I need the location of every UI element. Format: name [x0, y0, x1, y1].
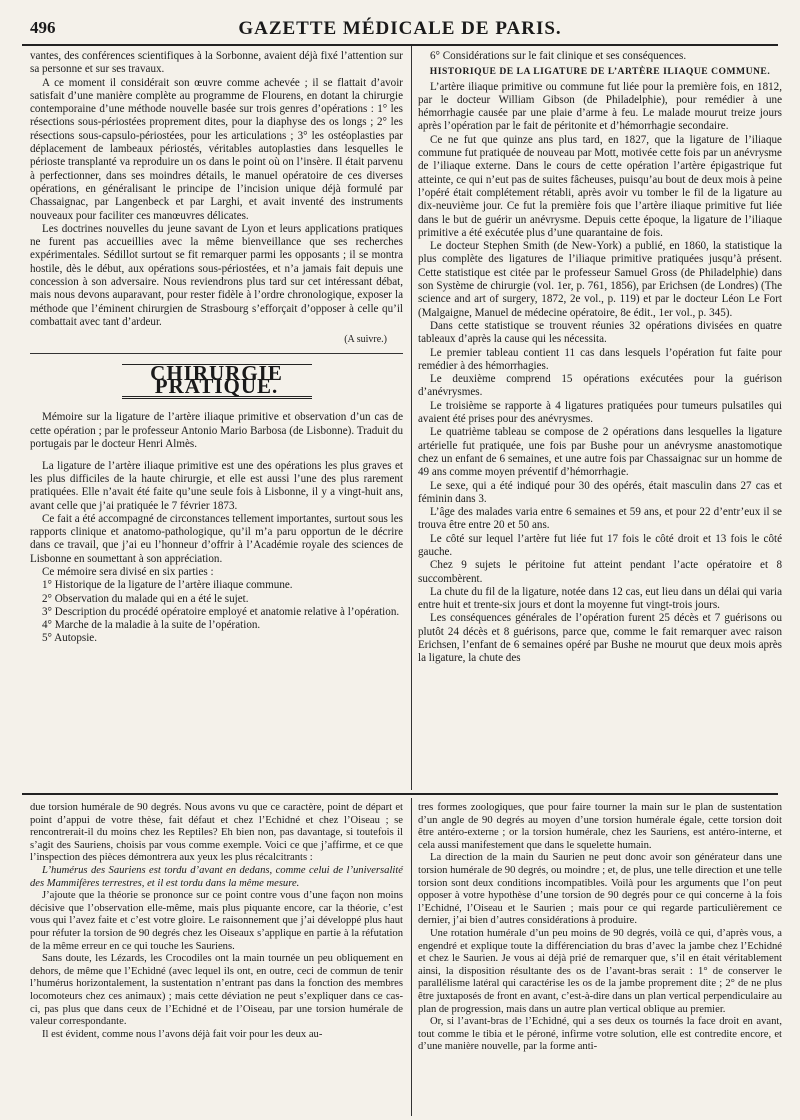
paragraph: Or, si l’avant-bras de l’Echidné, qui a ses deux os tournés la face droit en avant, tout comme le tibia et le péroné, infirme votre solution, elle est contredite encore, et d’une manière nouvelle, par la forme anti-: [418, 1016, 782, 1053]
paragraph: A ce moment il considérait son œuvre comme achevée ; il se flattait d’avoir satisfait d’une manière complète au programme de Flourens, en dotant la chirurgie contemporaine d’une méthode nouvelle basée sur trois genres d’opérations : 1° les résections sous-périostées proprement dites, pour la diaphyse des os longs ; 2° les résections sous-capsulo-périostées, pour les articulations ; 3° les ostéoplasties par déplacement de lambeaux périostés, véritables autoplasties dans lesquelles le périoste transplanté va reproduire un os dans le point où on l’insère. Il était parvenu à perfectionner, dans ses moindres détails, le manuel opératoire de ces diverses opérations, en généralisant le principe de l’incision unique déjà formulé par Chassaignac, par Langenbeck et par Larghi, et avait inventé des instruments nouveaux pour faciliter ces manœuvres délicates.: [30, 76, 403, 222]
paragraph: Le côté sur lequel l’artère fut liée fut 17 fois le côté droit et 13 fois le côté gauche.: [418, 532, 782, 558]
paragraph: Une rotation humérale d’un peu moins de 90 degrés, voilà ce qui, d’après vous, a engendré et explique toute la différenciation du bras d’avec la jambe chez l’Echidné et chez le Saurien. Je vous ai déjà prié de remarquer que, s’il en était véritablement ainsi, la disposition résultante des os de l’avant-bras serait : 1° de conserver le parallélisme latéral qui caractérise les os de la jambe proprement dite ; 2° de ne plus être juxtaposés de front en avant, c’est-à-dire dans un plan vertical perpendiculaire au plan de progression, mais dans un autre plan vertical oblique au premier.: [418, 927, 782, 1015]
paragraph: Le quatrième tableau se compose de 2 opérations dans lesquelles la ligature artérielle fut pratiquée, une fois par Bushe pour un anévrysme anastomotique chez un enfant de 6 semaines, et une autre fois par Chassaignac sur un homme de 49 ans comme moyen préventif d’hémorrhagie.: [418, 426, 782, 479]
paragraph: due torsion humérale de 90 degrés. Nous avons vu que ce caractère, point de départ et point d’appui de votre thèse, fait défaut et chez l’Echidné et chez l’Oiseau ; se rencontrerait-il du moins chez les Reptiles? Eh bien non, pas davantage, si toutefois il s’agit des Sauriens, choisis par vous comme exemple. Voici ce que j’affirme, et ce que l’inspection des pièces démontrera aux yeux les plus récalcitrants :: [30, 802, 403, 864]
paragraph: Ce fait a été accompagné de circonstances tellement importantes, surtout sous les rapports clinique et anatomo-pathologique, qu’il m’a paru opportun de le décrire dans ce travail, que j’ai eu l’honneur d’offrir à l’Académie royale des sciences de Lisbonne en soumettant à son appréciation.: [30, 512, 403, 565]
outline-item: 4° Marche de la maladie à la suite de l’opération.: [42, 619, 261, 632]
outline-item: 2° Observation du malade qui en a été le sujet.: [42, 592, 249, 605]
to-be-continued: (A suivre.): [344, 334, 387, 346]
paragraph: Dans cette statistique se trouvent réunies 32 opérations divisées en quatre tableaux d’après la cause qui les nécessita.: [418, 319, 782, 346]
top-right-column: [418, 50, 782, 666]
paragraph: Il est évident, comme nous l’avons déjà fait voir pour les deux au-: [42, 1028, 323, 1040]
column-divider-bottom: [411, 798, 412, 1116]
journal-title: GAZETTE MÉDICALE DE PARIS.: [238, 18, 562, 39]
paragraph: Le docteur Stephen Smith (de New-York) a publié, en 1860, la statistique la plus complète des ligatures de l’iliaque primitive pratiquées jusqu’à présent. Cette statistique est citée par le professeur Samuel Gross (de Philadelphie) dans son Système de chirurgie (vol. 1er, p. 761, 1856), par Erichsen (de Londres) (The science and art of surgery, 1872, 2e vol., p. 119) et par le docteur Léon Le Fort (Malgaigne, Manuel de médecine opératoire, 8e édit., 1er vol., p. 345).: [418, 240, 782, 319]
paragraph: Les conséquences générales de l’opération furent 25 décès et 7 guérisons ou plutôt 24 décès et 8 guérisons, parce que, comme le fait remarquer avec raison Erichsen, l’enfant de 6 semaines opéré par Bushe ne mourut que deux mois après la ligature, la chute des: [418, 612, 782, 665]
paragraph: Ce ne fut que quinze ans plus tard, en 1827, que la ligature de l’iliaque commune fut pratiquée de nouveau par Mott, motivée cette fois par un anévrysme de l’iliaque externe. Dans le cours de cette opération l’artère épigastrique fut atteinte, ce qui n’eut pas de suites fâcheuses, puisqu’au bout de deux mois à peine l’opéré était complétement rétabli, après avoir vu tomber le fil de la ligature au dix-neuvième jour. Ce fut la première fois que l’artère iliaque primitive fut liée dans le but de guérir un anévrysme. Depuis cette époque, la ligature de l’iliaque primitive a été exécutée plus d’une quarantaine de fois.: [418, 133, 782, 239]
bottom-left-column: [30, 802, 403, 1041]
page-header: [22, 8, 778, 46]
outline-item: 3° Description du procédé opératoire employé et anatomie relative à l’opération.: [42, 605, 400, 618]
paragraph: J’ajoute que la théorie se prononce sur ce point contre vous d’une façon non moins décisive que l’observation elle-même, mais plus piquante encore, car la théorie, c’est vous qui l’avez faite et c’est votre gloire. Le raisonnement que j’ai développé plus haut pour réfuter la torsion de 90 degrés chez les Oiseaux s’applique en partie à la réfutation de la même erreur en ce qui touche les Sauriens.: [30, 890, 403, 952]
section-heading: HISTORIQUE DE LA LIGATURE DE L’ARTÈRE ILIAQUE COMMUNE.: [429, 66, 771, 78]
paragraph: L’artère iliaque primitive ou commune fut liée pour la première fois, en 1812, par le docteur William Gibson (de Philadelphie), pour remédier à une hémorrhagie causée par une plaie d’arme à feu. Le malade mourut treize jours après l’opération par le fait de péritonite et d’hémorrhagie secondaire.: [418, 80, 782, 133]
paragraph: L’humérus des Sauriens est tordu d’avant en dedans, comme celui de l’universalité des Mammifères terrestres, et il est tordu dans la même mesure.: [30, 864, 403, 889]
section-title: CHIRURGIE PRATIQUE.: [122, 364, 312, 400]
paragraph: Le premier tableau contient 11 cas dans lesquels l’opération fut faite pour remédier à des hémorrhagies.: [418, 346, 782, 372]
paragraph: vantes, des conférences scientifiques à la Sorbonne, avaient déjà fixé l’attention sur sa personne et sur ses travaux.: [30, 50, 403, 76]
paragraph: La ligature de l’artère iliaque primitive est une des opérations les plus graves et les plus difficiles de la haute chirurgie, et elle est aussi l’une des plus rarement pratiquées. Elle n’avait été faite qu’une seule fois à Lisbonne, il y a vingt-huit ans, avant celle que j’ai pratiquée le 7 février 1873.: [30, 459, 403, 512]
paragraph: Le sexe, qui a été indiqué pour 30 des opérés, était masculin dans 27 cas et féminin dans 3.: [418, 479, 782, 505]
page-number: 496: [30, 18, 56, 37]
paragraph: Les doctrines nouvelles du jeune savant de Lyon et leurs applications pratiques ne furent pas accueillies avec la même bienveillance que ses recherches expérimentales. Sédillot surtout se fit remarquer parmi les opposants ; il se montra hostile, dès le début, aux opérations sous-périostées, et n’a jamais fait depuis une concession à son adversaire. Nous reviendrons plus tard sur cet intéressant débat, mais nous devons auparavant, pour rester fidèle à l’ordre chronologique, exposer la méthode que l’éminent chirurgien de Strasbourg s’efforçait d’opposer à celle qu’il combattait avec tant d’ardeur.: [30, 222, 403, 328]
bottom-right-column: [418, 802, 782, 1054]
section-divider: [22, 793, 778, 795]
paragraph: Le troisième se rapporte à 4 ligatures pratiquées pour tumeurs pulsatiles qui avaient été prises pour des anévrysmes.: [418, 399, 782, 426]
memoir-intro: Mémoire sur la ligature de l’artère iliaque primitive et observation d’un cas de cette opération ; par le professeur Antonio Mario Barbosa (de Lisbonne). Traduit du portugais par le docteur Henri Almès.: [30, 411, 403, 451]
paragraph: La chute du fil de la ligature, notée dans 12 cas, eut lieu dans un délai qui varia entre huit et trente-six jours et dont la moyenne fut vingt-trois jours.: [418, 585, 782, 612]
top-left-column: [30, 50, 403, 646]
column-divider-top: [411, 46, 412, 790]
paragraph: La direction de la main du Saurien ne peut donc avoir son générateur dans une torsion humérale de 90 degrés, ou moindre ; et, de plus, une telle direction et une telle torsion sont deux conditions incompatibles. Voilà pour les arguments que l’on peut opposer à votre hypothèse d’une torsion de 90 degrés pour ce qui concerne à la fois l’Echidné, l’Oiseau et le Saurien ; mais pour ce qui regarde particulièrement ce dernier, j’ai bien d’autres considérations à produire.: [418, 852, 782, 927]
outline-item: 1° Historique de la ligature de l’artère iliaque commune.: [42, 579, 293, 592]
paragraph: Le deuxième comprend 15 opérations exécutées pour la guérison d’anévrysmes.: [418, 373, 782, 399]
divider: [30, 353, 403, 354]
paragraph: Ce mémoire sera divisé en six parties :: [42, 566, 214, 578]
paragraph: Sans doute, les Lézards, les Crocodiles ont la main tournée un peu obliquement en dehors, de même que l’Echidné (avec lequel ils ont, en outre, ceci de commun de tenir l’humérus horizontalement, la sustentation n’entrant pas dans la fonction des membres locomoteurs chez ces animaux) ; mais cette déviation ne peut s’expliquer dans ce cas-ci, pas plus que dans ceux de l’Echidné et de l’Oiseau, par une torsion humérale de valeur correspondante.: [30, 953, 403, 1028]
outline-item: 5° Autopsie.: [42, 632, 97, 645]
paragraph: tres formes zoologiques, que pour faire tourner la main sur le plan de sustentation d’un angle de 90 degrés au moyen d’une torsion humérale égale, cette torsion doit être antéro-externe ; or la torsion humérale, chez les Sauriens, est antéro-interne, et cela aussi manifestement que dans le squelette humain.: [418, 802, 782, 851]
outline-item: 6° Considérations sur le fait clinique et ses conséquences.: [430, 50, 687, 62]
paragraph: L’âge des malades varia entre 6 semaines et 59 ans, et pour 22 d’entr’eux il se trouva être entre 20 et 50 ans.: [418, 506, 782, 532]
paragraph: Chez 9 sujets le péritoine fut atteint pendant l’acte opératoire et 8 succombèrent.: [418, 559, 782, 585]
spacer: [30, 452, 403, 460]
